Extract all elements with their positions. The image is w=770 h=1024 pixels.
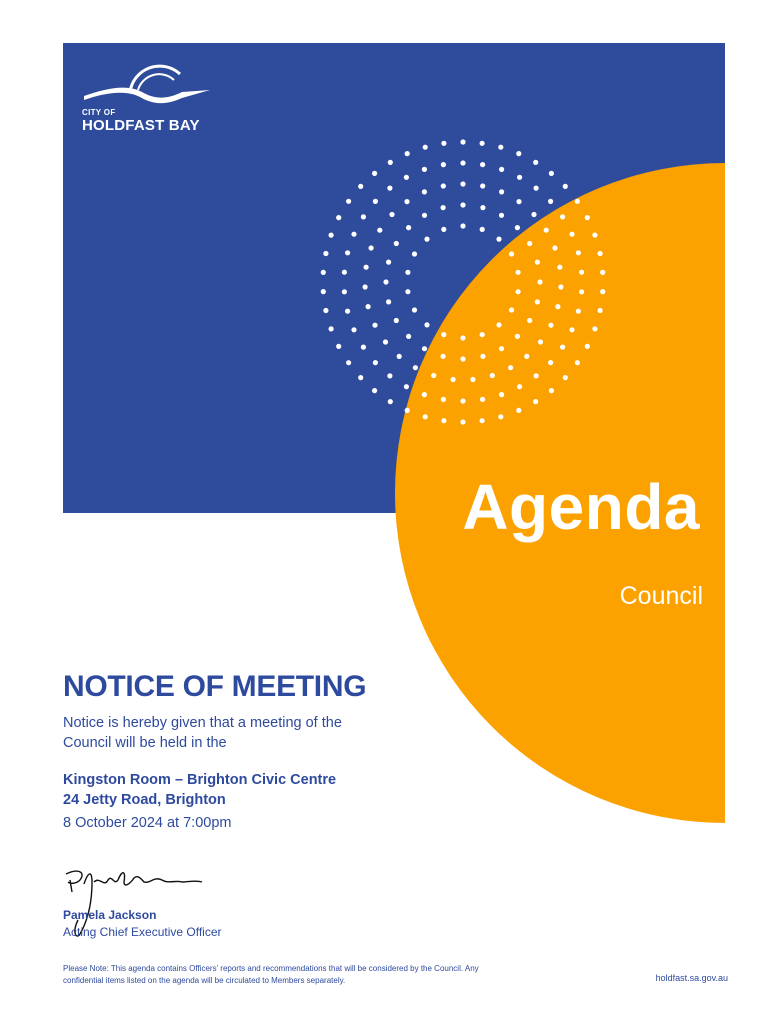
ring-dot (346, 360, 351, 365)
ring-dot (535, 260, 540, 265)
ring-dot (499, 392, 504, 397)
ring-dot (563, 375, 568, 380)
ring-dot (516, 289, 521, 294)
ring-dot (480, 354, 485, 359)
ring-dot (499, 167, 504, 172)
ring-dot (517, 175, 522, 180)
ring-dot (413, 365, 418, 370)
ring-dot (480, 397, 485, 402)
ring-dot (372, 171, 377, 176)
ring-dot (404, 199, 409, 204)
ring-dot (460, 356, 465, 361)
ring-dot (366, 304, 371, 309)
ring-dot (600, 289, 605, 294)
ring-dot (548, 323, 553, 328)
ring-dot (509, 251, 514, 256)
ring-dot (387, 186, 392, 191)
ring-dot (373, 360, 378, 365)
ring-dot (560, 214, 565, 219)
ring-dot (346, 199, 351, 204)
ring-dot (369, 245, 374, 250)
ring-dot (424, 322, 429, 327)
ring-dot (533, 160, 538, 165)
ring-dot (406, 225, 411, 230)
ring-dot (397, 354, 402, 359)
ring-dot (557, 265, 562, 270)
ring-dot (386, 260, 391, 265)
ring-dot (329, 326, 334, 331)
ring-dot (431, 373, 436, 378)
document-subtitle: Council (619, 582, 703, 610)
ring-dot (460, 181, 465, 186)
ring-dot (424, 237, 429, 242)
ring-dot (351, 327, 356, 332)
ring-dot (451, 377, 456, 382)
ring-dot (321, 270, 326, 275)
ring-dot (490, 373, 495, 378)
ring-dot (323, 251, 328, 256)
ring-dot (364, 265, 369, 270)
ring-dot (496, 237, 501, 242)
ring-dot (377, 228, 382, 233)
ring-dot (563, 184, 568, 189)
ring-dot (548, 199, 553, 204)
ring-dot (383, 279, 388, 284)
ring-dot (516, 151, 521, 156)
ring-dot (373, 199, 378, 204)
footer-website[interactable]: holdfast.sa.gov.au (655, 973, 728, 983)
ring-dot (460, 223, 465, 228)
ring-dot (516, 270, 521, 275)
logo-line-1: CITY OF (82, 108, 116, 117)
ring-dot (460, 202, 465, 207)
ring-dot (323, 308, 328, 313)
venue-line-2: 24 Jetty Road, Brighton (63, 792, 226, 808)
ring-dot (548, 360, 553, 365)
ring-dot (412, 251, 417, 256)
ring-dot (516, 408, 521, 413)
ring-dot (422, 167, 427, 172)
ring-dot (383, 339, 388, 344)
ring-dot (558, 284, 563, 289)
notice-heading: NOTICE OF MEETING (63, 670, 367, 703)
ring-dot (388, 160, 393, 165)
ring-dot (386, 299, 391, 304)
ring-dot (585, 215, 590, 220)
ring-dot (524, 354, 529, 359)
ring-dot (549, 171, 554, 176)
ring-dot (527, 318, 532, 323)
ring-dot (499, 213, 504, 218)
ring-dot (508, 365, 513, 370)
ring-dot (509, 307, 514, 312)
venue-line-1: Kingston Room – Brighton Civic Centre (63, 772, 337, 788)
ring-dot (394, 241, 399, 246)
footer-note: Please Note: This agenda contains Officers’ reports and recommendations that will be considered by the Council. Any confidential items listed on the agenda will be circulated to Members separately. (63, 964, 479, 985)
ring-dot (480, 205, 485, 210)
ring-dot (422, 189, 427, 194)
ring-dot (480, 183, 485, 188)
document-title: Agenda (462, 471, 700, 543)
ring-dot (576, 250, 581, 255)
ring-dot (534, 373, 539, 378)
ring-dot (531, 212, 536, 217)
ring-dot (598, 251, 603, 256)
ring-dot (351, 232, 356, 237)
ring-dot (515, 225, 520, 230)
ring-dot (480, 162, 485, 167)
ring-dot (498, 145, 503, 150)
ring-dot (372, 323, 377, 328)
ring-dot (389, 212, 394, 217)
ring-dot (460, 398, 465, 403)
ring-dot (569, 232, 574, 237)
ring-dot (496, 322, 501, 327)
ring-dot (480, 227, 485, 232)
ring-dot (441, 354, 446, 359)
signatory-role: Acting Chief Executive Officer (63, 925, 222, 939)
ring-dot (579, 270, 584, 275)
ring-dot (342, 289, 347, 294)
ring-dot (499, 189, 504, 194)
ring-dot (441, 418, 446, 423)
ring-dot (499, 346, 504, 351)
ring-dot (405, 289, 410, 294)
ring-dot (345, 309, 350, 314)
ring-dot (516, 199, 521, 204)
ring-dot (470, 377, 475, 382)
ring-dot (361, 214, 366, 219)
ring-dot (387, 373, 392, 378)
ring-dot (549, 388, 554, 393)
ring-dot (441, 332, 446, 337)
ring-dot (388, 399, 393, 404)
logo-wave-icon (82, 62, 217, 108)
ring-dot (555, 304, 560, 309)
notice-intro: Notice is hereby given that a meeting of the Council will be held in the (63, 715, 342, 751)
ring-dot (441, 227, 446, 232)
ring-dot (537, 279, 542, 284)
ring-dot (363, 284, 368, 289)
ring-dot (598, 308, 603, 313)
logo-line-2: HOLDFAST BAY (82, 117, 200, 134)
holdfast-bay-logo (82, 62, 217, 134)
ring-dot (441, 397, 446, 402)
ring-dot (527, 241, 532, 246)
ring-dot (576, 309, 581, 314)
ring-dot (423, 145, 428, 150)
meeting-venue (63, 770, 336, 810)
ring-dot (422, 392, 427, 397)
ring-dot (336, 344, 341, 349)
ring-dot (480, 418, 485, 423)
ring-dot (575, 199, 580, 204)
ring-dot (600, 270, 605, 275)
ring-dot (517, 384, 522, 389)
ring-dot (515, 334, 520, 339)
ring-dot (533, 399, 538, 404)
ring-dot (498, 414, 503, 419)
ring-dot (441, 141, 446, 146)
ring-dot (329, 233, 334, 238)
ring-dot (441, 183, 446, 188)
ring-dot (404, 175, 409, 180)
ring-dot (560, 345, 565, 350)
ring-dot (441, 162, 446, 167)
signatory-name: Pamela Jackson (63, 908, 157, 922)
ring-dot (358, 375, 363, 380)
ring-dot (460, 335, 465, 340)
ring-dot (345, 250, 350, 255)
ring-dot (405, 151, 410, 156)
ring-dot (460, 419, 465, 424)
ring-dot (372, 388, 377, 393)
ring-dot (534, 186, 539, 191)
ring-dot (422, 213, 427, 218)
ring-dot (552, 245, 557, 250)
meeting-datetime: 8 October 2024 at 7:00pm (63, 815, 232, 831)
ring-dot (592, 326, 597, 331)
ring-dot (544, 228, 549, 233)
ring-dot (423, 414, 428, 419)
ring-dot (342, 270, 347, 275)
ring-dot (321, 289, 326, 294)
ring-dot (585, 344, 590, 349)
ring-dot (422, 346, 427, 351)
ring-dot (394, 318, 399, 323)
ring-dot (592, 233, 597, 238)
ring-dot (405, 270, 410, 275)
ring-dot (460, 139, 465, 144)
ring-dot (535, 299, 540, 304)
ring-dot (579, 289, 584, 294)
ring-dot (404, 384, 409, 389)
ring-dot (569, 327, 574, 332)
ring-dot (406, 334, 411, 339)
ring-dot (361, 345, 366, 350)
ring-dot (575, 360, 580, 365)
ring-dot (480, 332, 485, 337)
ring-dot (336, 215, 341, 220)
ring-dot (441, 205, 446, 210)
ring-dot (460, 160, 465, 165)
ring-dot (358, 184, 363, 189)
ring-dot (538, 339, 543, 344)
ring-dot (480, 141, 485, 146)
ring-dot (412, 307, 417, 312)
